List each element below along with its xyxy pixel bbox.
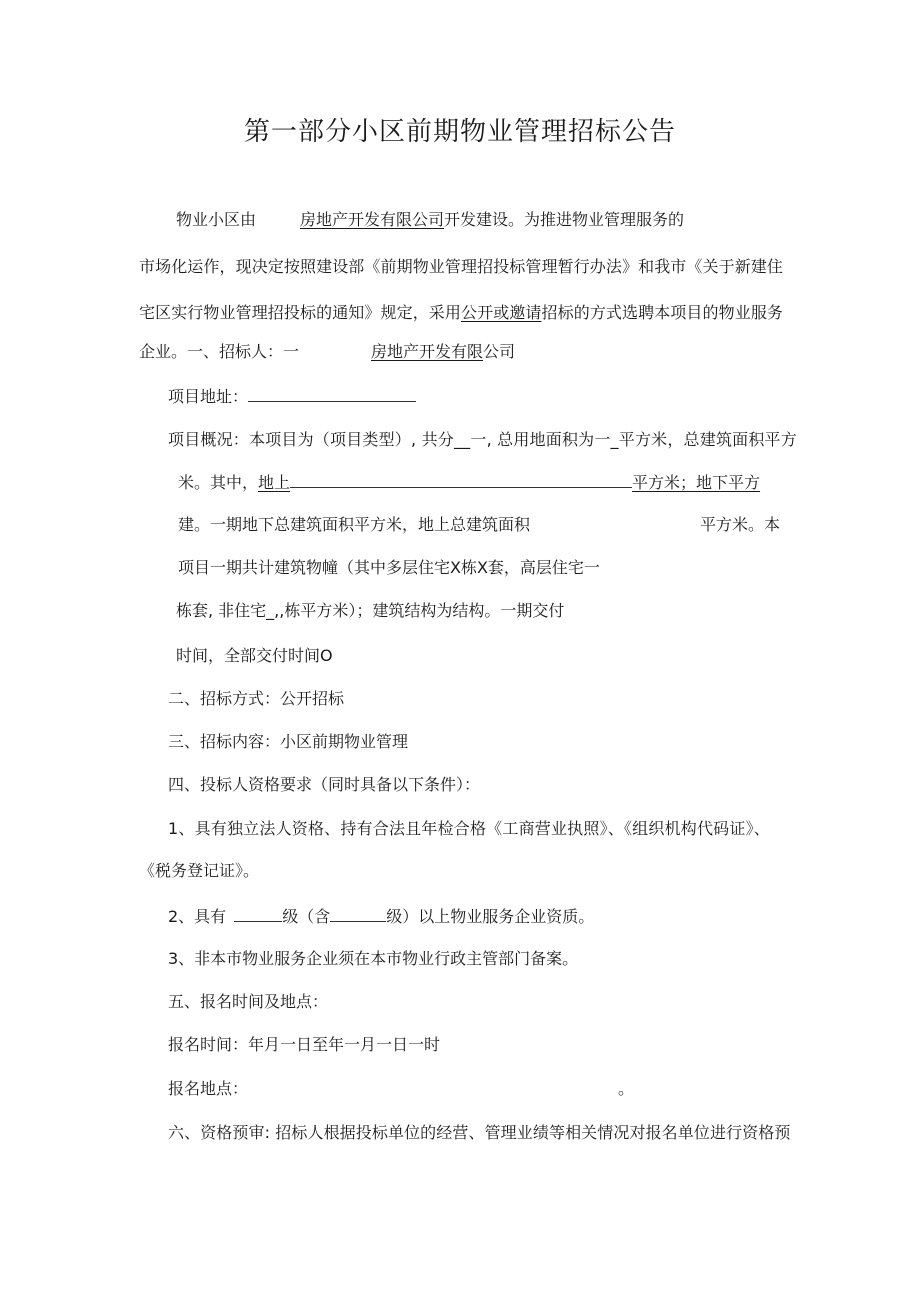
overview-text: 米。其中，	[178, 473, 259, 492]
intro-line-3	[139, 302, 783, 324]
intro-line-1	[176, 209, 684, 231]
above-ground-blank	[290, 471, 632, 488]
overview-line-3	[178, 514, 780, 536]
registration-place-label: 报名地点：	[168, 1079, 249, 1098]
area-unit-text: 平方米；地下平方	[632, 473, 761, 492]
developer-company: 房地产开发有限公司	[300, 210, 445, 229]
overview-line-6: 时间，全部交付时间O	[176, 646, 333, 665]
qualification-text: 级（含	[282, 907, 331, 926]
overview-text: 平方米。本	[700, 515, 781, 534]
registration-time: 报名时间：年月一日至年一月一日一时	[168, 1035, 441, 1054]
qualification-2	[168, 905, 594, 928]
qualification-text: 级）以上物业服务企业资质。	[386, 907, 595, 926]
registration-place-end: 。	[618, 1079, 635, 1098]
tender-method: 公开或邀请	[461, 303, 542, 322]
intro-text: 企业。一、招标人：一	[139, 342, 300, 361]
overview-line-4: 项目一期共计建筑物幢（其中多层住宅X栋X套，高层住宅一	[178, 558, 600, 577]
qualification-1: 1、具有独立法人资格、持有合法且年检合格《工商营业执照》、《组织机构代码证》、	[168, 819, 770, 838]
intro-line-4	[139, 341, 515, 363]
intro-text: 宅区实行物业管理招投标的通知》规定，采用	[139, 303, 462, 322]
grade-blank	[234, 905, 282, 922]
address-blank	[248, 385, 416, 402]
qualification-3: 3、非本市物业服务企业须在本市物业行政主管部门备案。	[168, 949, 579, 968]
section-qualifications: 四、投标人资格要求（同时具备以下条件）：	[168, 775, 481, 794]
grade-incl-blank	[330, 905, 386, 922]
above-ground-label: 地上	[258, 473, 291, 492]
qualification-1-cont: 《税务登记证》。	[139, 861, 260, 880]
overview-line-5: 栋套, 非住宅_,,栋平方米）；建筑结构为结构。一期交付	[176, 601, 565, 620]
registration-place	[168, 1078, 634, 1100]
section-content: 三、招标内容：小区前期物业管理	[168, 732, 409, 751]
section-registration: 五、报名时间及地点：	[168, 992, 329, 1011]
page-title: 第一部分小区前期物业管理招标公告	[243, 117, 676, 147]
intro-text: 招标的方式选聘本项目的物业服务	[541, 303, 784, 322]
intro-text: 公司	[483, 342, 516, 361]
intro-line-2: 市场化运作，现决定按照建设部《前期物业管理招投标管理暂行办法》和我市《关于新建住	[139, 257, 784, 276]
intro-text: 物业小区由	[176, 210, 257, 229]
intro-text: 开发建设。为推进物业管理服务的	[444, 210, 685, 229]
address-label: 项目地址：	[168, 387, 249, 406]
tenderer-company: 房地产开发有限	[371, 342, 484, 361]
section-method: 二、招标方式：公开招标	[168, 689, 345, 708]
overview-text: 建。一期地下总建筑面积平方米，地上总建筑面积	[178, 515, 531, 534]
address-line	[168, 385, 416, 408]
overview-line-1: 项目概况：本项目为（项目类型）, 共分__一, 总用地面积为一_平方米，总建筑面积平方	[168, 430, 797, 449]
section-prequalification: 六、资格预审: 招标人根据投标单位的经营、管理业绩等相关情况对报名单位进行资格预	[168, 1123, 791, 1142]
qualification-text: 2、具有	[168, 907, 227, 926]
overview-line-2	[178, 471, 760, 494]
